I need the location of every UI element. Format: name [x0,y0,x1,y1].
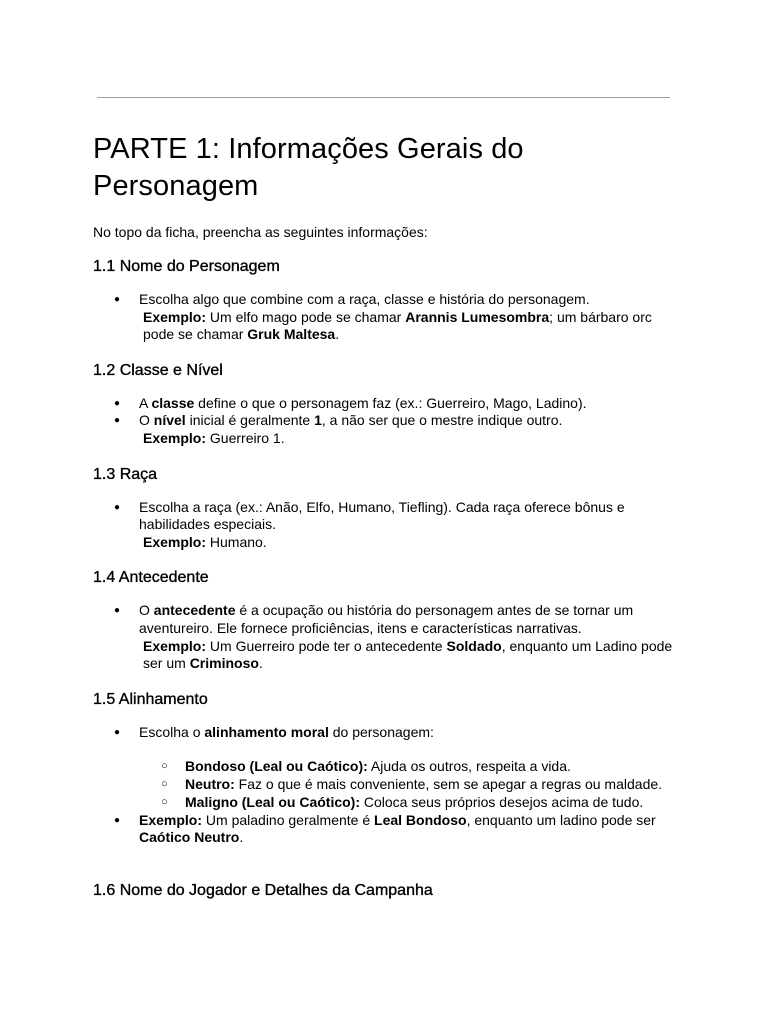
sublist-item: ○ Neutro: Faz o que é mais conveniente, sem se apegar a regras ou maldade. [93,776,683,794]
example-line: Exemplo: Um Guerreiro pode ter o antecedente Soldado, enquanto um Ladino pode ser um Criminoso. [143,637,673,672]
list-item: ● O antecedente é a ocupação ou história do personagem antes de se tornar um aventureiro. Ele fornece proficiências, itens e características narrativas. Exemplo: Um Guerreiro pode ter o antecedente Soldado, enquanto um Ladino pode ser um Criminoso. [93,602,683,672]
sublist-item: ○ Maligno (Leal ou Caótico): Coloca seus próprios desejos acima de tudo. [93,794,683,812]
list-item: ● Escolha o alinhamento moral do personagem: [93,724,683,742]
document-body [93,131,683,901]
list-item: ● O nível inicial é geralmente 1, a não ser que o mestre indique outro. Exemplo: Guerreiro 1. [93,412,683,447]
section-list-raca [93,499,683,552]
list-item: ● Exemplo: Um paladino geralmente é Leal Bondoso, enquanto um ladino pode ser Caótico Neutro. [93,812,683,847]
section-list-antecedente [93,602,683,672]
section-list-classe [93,395,683,448]
intro-paragraph: No topo da ficha, preencha as seguintes informações: [93,224,428,240]
section-heading-raca: 1.3 Raça [93,465,158,483]
example-line: Exemplo: Humano. [143,533,267,550]
alignment-sublist [93,758,683,811]
section-heading-antecedente: 1.4 Antecedente [93,569,209,587]
section-list-alinhamento [93,724,683,742]
example-line: Exemplo: Um elfo mago pode se chamar Arannis Lumesombra; um bárbaro orc pode se chamar Gruk Maltesa. [143,308,652,343]
section-heading-classe: 1.2 Classe e Nível [93,361,223,379]
section-heading-jogador: 1.6 Nome do Jogador e Detalhes da Campanha [93,881,433,899]
section-heading-alinhamento: 1.5 Alinhamento [93,690,208,708]
section-list-alinhamento-example [93,812,683,847]
horizontal-rule [97,97,670,98]
list-item: ● Escolha a raça (ex.: Anão, Elfo, Humano, Tiefling). Cada raça oferece bônus e habilidades especiais. Exemplo: Humano. [93,499,683,552]
section-list-nome [93,291,683,344]
page-title: PARTE 1: Informações Gerais do Personagem [93,133,524,202]
sublist-item: ○ Bondoso (Leal ou Caótico): Ajuda os outros, respeita a vida. [93,758,683,776]
list-item: ● A classe define o que o personagem faz (ex.: Guerreiro, Mago, Ladino). [93,395,683,413]
section-heading-nome: 1.1 Nome do Personagem [93,258,280,275]
example-line: Exemplo: Guerreiro 1. [143,429,285,446]
list-item: ● Escolha algo que combine com a raça, classe e história do personagem. Exemplo: Um elfo mago pode se chamar Arannis Lumesombra; um bárbaro orc pode se chamar Gruk Maltesa. [93,291,683,344]
